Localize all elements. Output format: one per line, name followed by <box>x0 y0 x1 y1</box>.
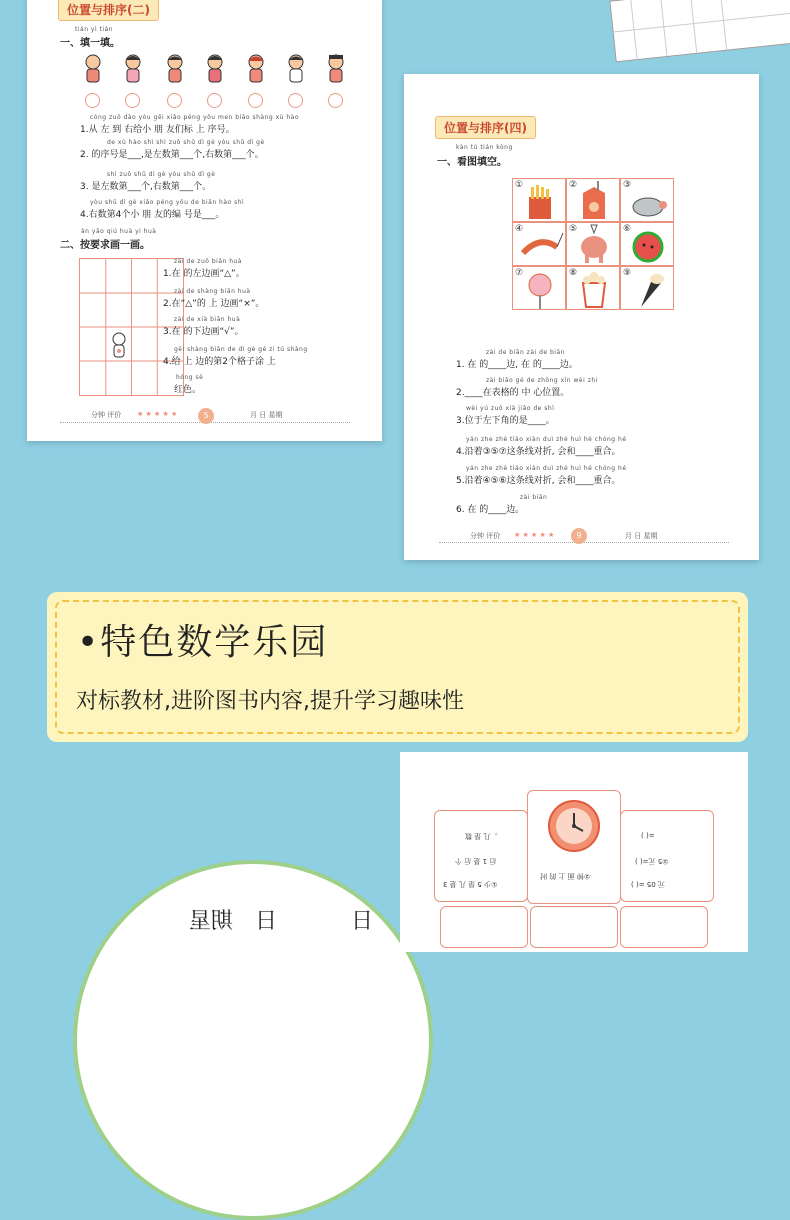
foldout-page <box>400 752 748 952</box>
cell-number: ⑨ <box>623 268 632 278</box>
page-number: 9 <box>571 528 587 544</box>
worksheet-page-right <box>404 74 759 560</box>
magnified-text: 期星 <box>189 909 234 934</box>
question-1: 1.从 左 到 右给小 朋 友们标 上 序号。 <box>80 125 235 135</box>
drawing-instruction-4: 4.给 上 边的第2个格子涂 上 <box>163 357 276 367</box>
flap-text: 后 1 是 后 个 <box>455 857 497 865</box>
foldout-flap-bottom-mid <box>530 906 618 948</box>
foldout-flap-right <box>620 810 714 902</box>
question-4: 4.沿着③⑤⑦这条线对折, 会和____重合。 <box>456 447 621 457</box>
child-figure <box>82 54 104 84</box>
footer-minutes-rating: 分钟 评价 <box>470 532 501 540</box>
flap-text: ②5 元=( ) <box>635 857 669 865</box>
drawing-instruction-4-cont: 红色。 <box>174 385 202 395</box>
foldout-flap-left <box>434 810 528 902</box>
notebook-corner <box>609 0 790 62</box>
flap-text: 元 05 =( ) <box>631 880 665 888</box>
footer-minutes-rating: 分钟 评价 <box>91 411 122 419</box>
question-3: 3. 是左数第___个,右数第___个。 <box>80 182 212 192</box>
child-figure <box>325 54 347 84</box>
pinyin: yán zhe zhè tiáo xiàn duì zhé huì hé chóng hé <box>466 465 627 472</box>
answer-circle[interactable] <box>248 93 263 108</box>
pinyin: wèi yú zuǒ xià jiǎo de shì <box>466 405 555 412</box>
answer-circle[interactable] <box>125 93 140 108</box>
pinyin: zài biān <box>520 494 548 501</box>
pinyin: zài de shàng biān huà <box>174 288 251 295</box>
pinyin: yòu shǔ dì gè xiǎo péng yǒu de biān hào shì <box>90 199 245 206</box>
question-2: 2.____在表格的 中 心位置。 <box>456 388 570 398</box>
pinyin: zài de xià biān huà <box>174 316 241 323</box>
question-5: 5.沿着④⑤⑥这条线对折, 会和____重合。 <box>456 476 621 486</box>
cell-number: ⑤ <box>569 224 578 234</box>
banner-subtitle: 对标教材,进阶图书内容,提升学习趣味性 <box>76 689 464 714</box>
answer-circle[interactable] <box>207 93 222 108</box>
question-2: 2. 的序号是___,是左数第___个,右数第___个。 <box>80 150 264 160</box>
clock-icon <box>547 799 601 853</box>
grid-cell-ice-cream <box>620 266 674 310</box>
footer-date: 月 日 星期 <box>625 532 658 540</box>
foldout-flap-bottom-left <box>440 906 528 948</box>
cell-number: ④ <box>515 224 524 234</box>
grid-cell-rhino <box>566 222 620 266</box>
foldout-flap-center <box>527 790 621 904</box>
section-title: 二、按要求画一画。 <box>60 240 150 251</box>
section-title: 一、看图填空。 <box>437 157 507 168</box>
magnified-text: 日 <box>351 909 374 934</box>
question-6: 6. 在 的____边。 <box>456 505 525 515</box>
footer-date: 月 日 星期 <box>250 411 283 419</box>
question-4: 4.右数第4个小 朋 友的编 号是___。 <box>80 210 225 220</box>
pinyin: hóng sè <box>176 374 204 381</box>
grid-cell-popcorn <box>566 266 620 310</box>
pinyin: shì zuǒ shǔ dì gè yòu shǔ dì gè <box>107 171 216 178</box>
section-title: 一、填一填。 <box>60 38 120 49</box>
child-figure <box>122 54 144 84</box>
pinyin: tián yì tián <box>75 26 114 33</box>
question-1: 1. 在 的____边, 在 的____边。 <box>456 360 578 370</box>
cell-number: ⑥ <box>623 224 632 234</box>
child-figure <box>164 54 186 84</box>
flap-text: 。几 是 数 <box>465 832 498 840</box>
grid-cell-watermelon <box>620 222 674 266</box>
pinyin: kàn tú tián kòng <box>456 144 513 151</box>
grid-cell-turtle <box>620 178 674 222</box>
cell-number: ③ <box>623 180 632 190</box>
pinyin: yán zhe zhè tiáo xiàn duì zhé huì hé chóng hé <box>466 436 627 443</box>
answer-circle[interactable] <box>167 93 182 108</box>
answer-circle[interactable] <box>328 93 343 108</box>
foldout-flap-bottom-right <box>620 906 708 948</box>
pinyin: àn yāo qiú huà yi huà <box>81 228 157 235</box>
drawing-instruction-3: 3.在 的下边画“√”。 <box>163 327 244 337</box>
cell-number: ⑦ <box>515 268 524 278</box>
cell-number: ② <box>569 180 578 190</box>
grid-cell-lollipop <box>512 266 566 310</box>
page-header: 位置与排序(二) <box>58 0 159 21</box>
drawing-instruction-1: 1.在 的左边画“△”。 <box>163 269 245 279</box>
pinyin: de xù hào shì shì zuǒ shǔ dì gè yòu shǔ dì gè <box>107 139 265 146</box>
worksheet-page-left <box>27 0 382 441</box>
banner-title: •特色数学乐园 <box>77 622 329 663</box>
magnified-text: 日 <box>255 909 278 934</box>
flap-text: ②钟 面 上 的 时 <box>540 872 591 880</box>
page-number: 5 <box>198 408 214 424</box>
pinyin: zài de biān zài de biān <box>486 349 565 356</box>
drawing-instruction-2: 2.在“△”的 上 边画“×”。 <box>163 299 265 309</box>
grid-cell-shrimp <box>512 222 566 266</box>
pinyin: gěi shàng biān de dì gè gé zi tú shàng <box>174 346 308 353</box>
answer-circle[interactable] <box>85 93 100 108</box>
feature-banner <box>47 592 748 742</box>
flap-text: =( ) <box>641 831 655 839</box>
pinyin: zài biǎo gé de zhōng xīn wèi zhi <box>486 377 598 384</box>
footer-line <box>439 542 729 544</box>
grid-cell-fries <box>512 178 566 222</box>
child-figure <box>285 54 307 84</box>
cell-number: ① <box>515 180 524 190</box>
answer-circle[interactable] <box>288 93 303 108</box>
flap-text: ①少 5 是 几 是 3 <box>443 880 498 888</box>
pinyin: zài de zuǒ biān huà <box>174 258 242 265</box>
pinyin: cóng zuǒ dào yòu gěi xiǎo péng yǒu men biāo shàng xù hào <box>90 114 300 121</box>
grid-cell-juice-box <box>566 178 620 222</box>
child-figure <box>245 54 267 84</box>
page-header: 位置与排序(四) <box>435 116 536 139</box>
rating-stars: ★ ★ ★ ★ ★ <box>514 531 555 539</box>
magnifier-circle <box>73 860 433 1220</box>
question-3: 3.位于左下角的是____。 <box>456 416 555 426</box>
child-figure <box>204 54 226 84</box>
rating-stars: ★ ★ ★ ★ ★ <box>137 410 178 418</box>
cell-number: ⑧ <box>569 268 578 278</box>
picture-grid <box>512 178 674 310</box>
